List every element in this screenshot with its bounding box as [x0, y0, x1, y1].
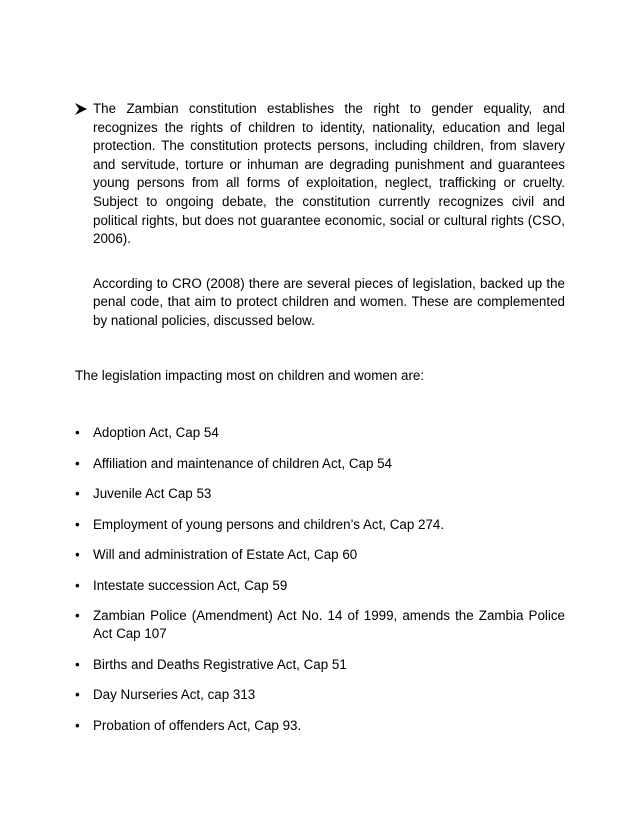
- list-item-text: Day Nurseries Act, cap 313: [93, 687, 256, 702]
- bullet-icon: •: [75, 608, 80, 623]
- bullet-icon: •: [75, 425, 80, 440]
- list-item: [75, 656, 565, 674]
- list-item-text: Zambian Police (Amendment) Act No. 14 of 1999, amends the Zambia Police Act Cap 107: [93, 608, 565, 641]
- list-item-text: Births and Deaths Registrative Act, Cap 51: [93, 656, 347, 672]
- list-item: [75, 516, 565, 534]
- legislation-lead-text: The legislation impacting most on children and women are:: [75, 368, 425, 383]
- list-item-text: Will and administration of Estate Act, Cap 60: [93, 547, 358, 562]
- list-item-text: Affiliation and maintenance of children Act, Cap 54: [93, 455, 393, 471]
- bullet-icon: •: [75, 717, 80, 733]
- bullet-icon: •: [75, 486, 80, 501]
- legislation-intro-paragraph: According to CRO (2008) there are several pieces of legislation, backed up the penal code, that aim to protect children and women. These are complemented by national policies, discussed below.: [93, 275, 565, 328]
- list-item-text: Probation of offenders Act, Cap 93.: [93, 717, 302, 733]
- bullet-icon: •: [75, 687, 80, 702]
- list-item-text: Adoption Act, Cap 54: [93, 425, 219, 440]
- bullet-icon: •: [75, 577, 80, 593]
- constitution-paragraph: The Zambian constitution establishes the right to gender equality, and recognizes the rights of children to identity, nationality, education and legal protection. The constitution protects persons, including children, from slavery and servitude, torture or inhuman are degrading punishment and guarantees young persons from all forms of exploitation, neglect, trafficking or cruelty. Subject to ongoing debate, the constitution currently recognizes civil and political rights, but does not guarantee economic, social or cultural rights (CSO, 2006).: [93, 101, 565, 247]
- list-item: [75, 717, 565, 735]
- list-item: [75, 455, 565, 473]
- list-item: [75, 546, 565, 564]
- list-item: [75, 485, 565, 503]
- constitution-section: [75, 100, 565, 331]
- list-item-text: Juvenile Act Cap 53: [93, 486, 212, 501]
- legislation-list: [75, 424, 565, 747]
- list-item-text: Intestate succession Act, Cap 59: [93, 577, 288, 593]
- list-item: [75, 686, 565, 704]
- list-item: [75, 607, 565, 643]
- bullet-icon: •: [75, 547, 80, 562]
- arrow-bullet-icon: [75, 100, 89, 118]
- bullet-icon: •: [75, 455, 80, 471]
- list-item-text: Employment of young persons and children’s Act, Cap 274.: [93, 516, 445, 532]
- bullet-icon: •: [75, 656, 80, 672]
- bullet-icon: •: [75, 516, 80, 532]
- list-item: [75, 424, 565, 442]
- list-item: [75, 577, 565, 595]
